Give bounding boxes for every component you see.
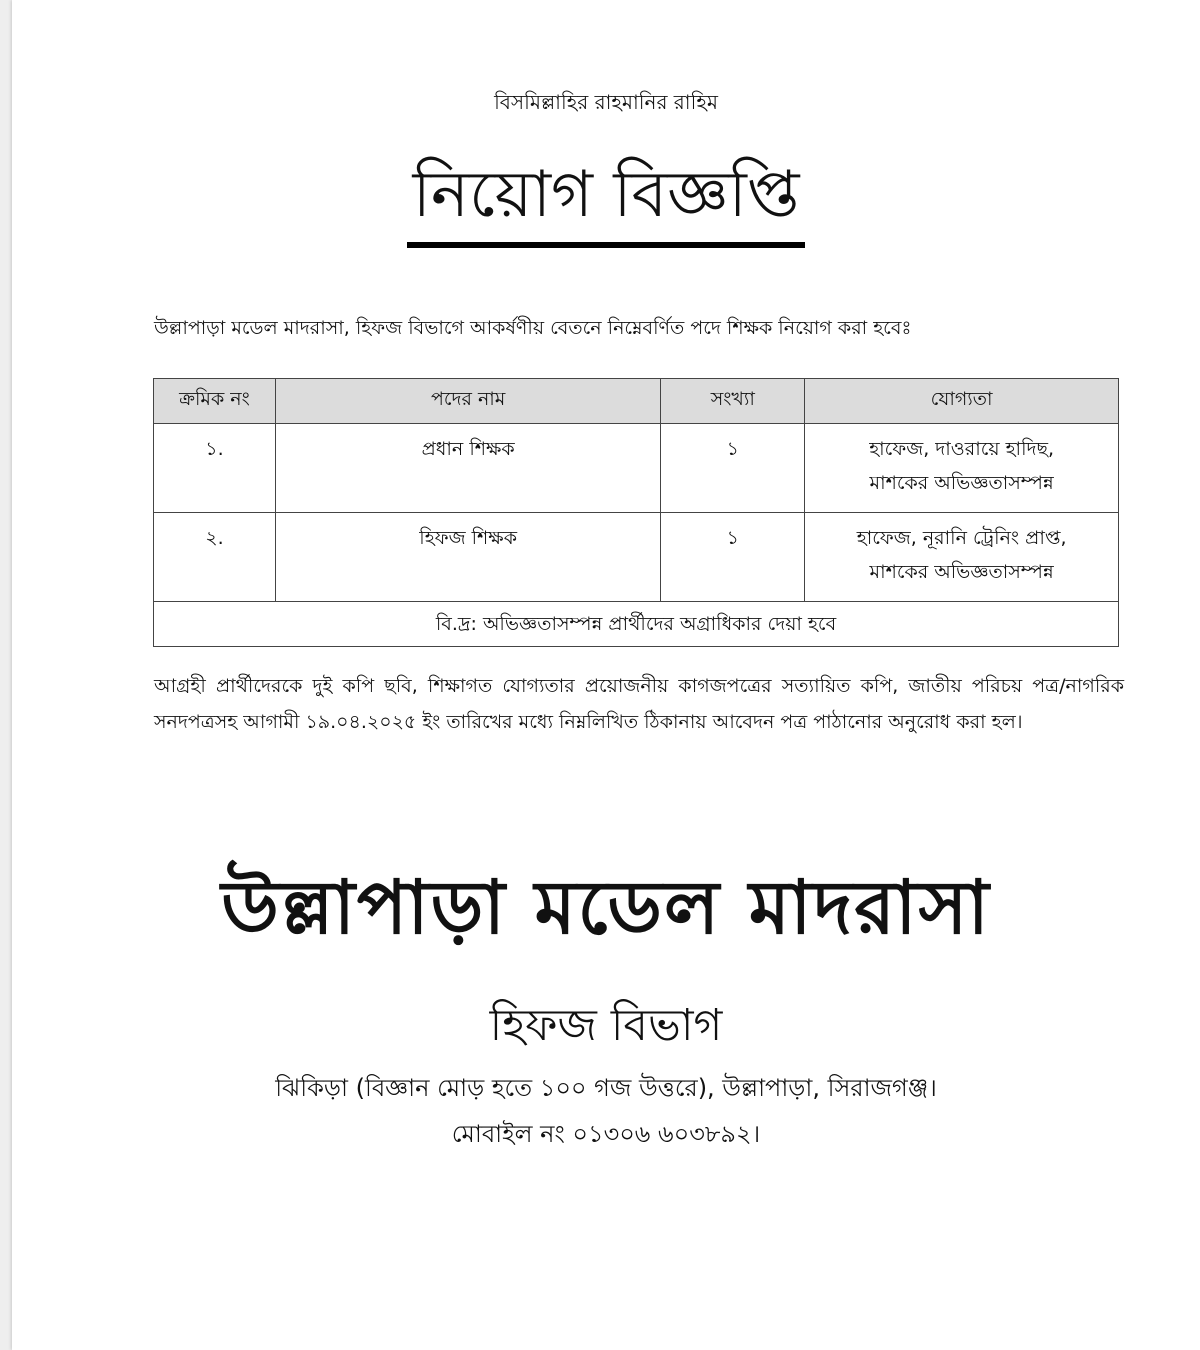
institution-address: ঝিকিড়া (বিজ্ঞান মোড় হতে ১০০ গজ উত্তরে), উল্লাপাড়া, সিরাজগঞ্জ। [275, 1074, 937, 1102]
table-header-row [154, 379, 1119, 424]
institution-name: উল্লাপাড়া মডেল মাদরাসা [221, 865, 991, 951]
qualification-line: মাশকের অভিজ্ঞতাসম্পন্ন [869, 472, 1054, 494]
table-row [154, 424, 1119, 513]
cell-serial: ২. [154, 513, 276, 602]
intro-text: উল্লাপাড়া মডেল মাদরাসা, হিফজ বিভাগে আকর্ষণীয় বেতনে নিম্নেবর্ণিত পদে শিক্ষক নিয়োগ করা হবেঃ [154, 317, 912, 339]
table-row [154, 513, 1119, 602]
cell-post-name: হিফজ শিক্ষক [275, 513, 660, 602]
cell-count: ১ [661, 513, 805, 602]
department-name: হিফজ বিভাগ [489, 1000, 723, 1051]
header-post-name: পদের নাম [275, 379, 660, 424]
cell-serial: ১. [154, 424, 276, 513]
qualification-line: মাশকের অভিজ্ঞতাসম্পন্ন [869, 561, 1054, 583]
cell-post-name: প্রধান শিক্ষক [275, 424, 660, 513]
bismillah-heading: বিসমিল্লাহির রাহমানির রাহিম [494, 90, 718, 114]
table-note-row [154, 602, 1119, 647]
table-note: বি.দ্র: অভিজ্ঞতাসম্পন্ন প্রার্থীদের অগ্রাধিকার দেয়া হবে [154, 602, 1119, 647]
mobile-number: মোবাইল নং ০১৩০৬ ৬০৩৮৯২। [451, 1120, 761, 1148]
notice-title-text: নিয়োগ বিজ্ঞপ্তি [407, 150, 806, 248]
vacancy-table [153, 378, 1119, 647]
cell-qualification [805, 424, 1119, 513]
header-serial: ক্রমিক নং [154, 379, 276, 424]
qualification-line: হাফেজ, দাওরায়ে হাদিছ, [869, 438, 1055, 460]
cell-qualification [805, 513, 1119, 602]
notice-page [12, 0, 1200, 1350]
header-qualification: যোগ্যতা [805, 379, 1119, 424]
notice-title [12, 150, 1200, 248]
header-count: সংখ্যা [661, 379, 805, 424]
cell-count: ১ [661, 424, 805, 513]
application-instructions: আগ্রহী প্রার্থীদেরকে দুই কপি ছবি, শিক্ষাগত যোগ্যতার প্রয়োজনীয় কাগজপত্রের সত্যায়িত কপি, জাতীয় পরিচয় পত্র/নাগরিক সনদপত্রসহ আগামী ১৯.০৪.২০২৫ ইং তারিখের মধ্যে নিম্নলিখিত ঠিকানায় আবেদন পত্র পাঠানোর অনুরোধ করা হল। [154, 675, 1124, 733]
qualification-line: হাফেজ, নূরানি ট্রেনিং প্রাপ্ত, [856, 527, 1067, 549]
